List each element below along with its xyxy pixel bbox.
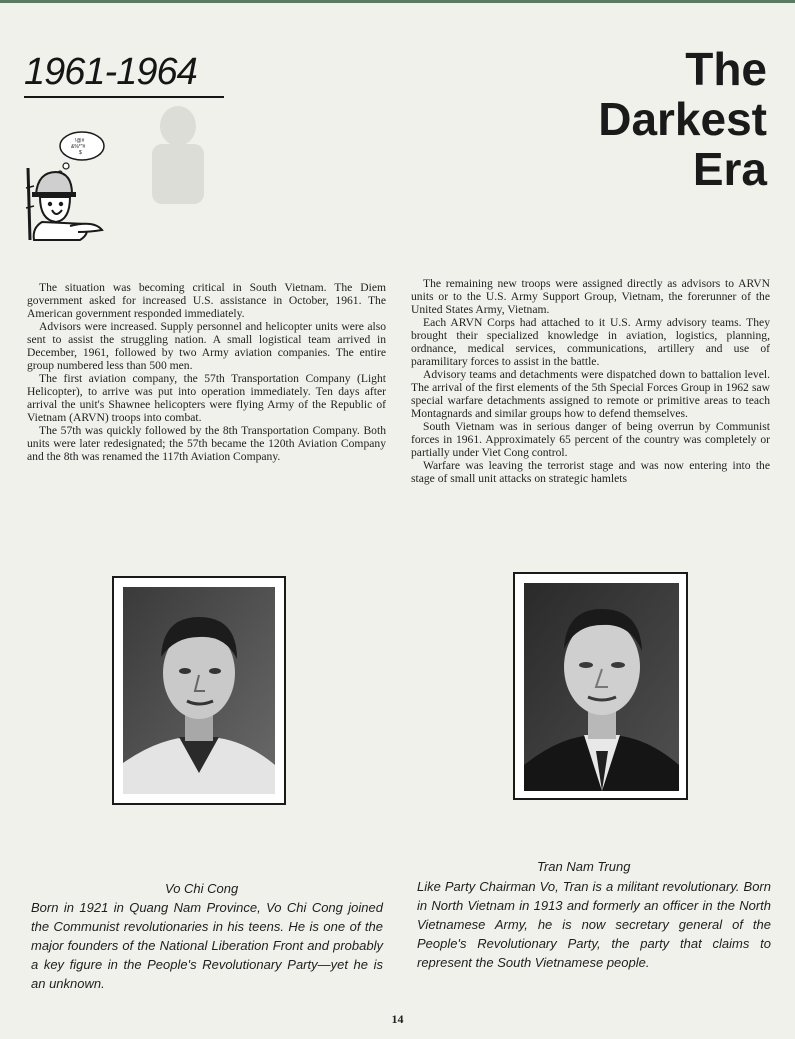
portrait-caption-vo-chi-cong: Born in 1921 in Quang Nam Province, Vo Chi Cong joined the Communist revolutionaries in his teens. He is one of the major founders of the National Liberation Front and probably a key figure in the People's Revolutionary Party—yet he is an unknown. — [31, 900, 383, 991]
title-line-3: Era — [692, 143, 767, 195]
left-paragraph: The 57th was quickly followed by the 8th Transportation Company. Both units were later redesignated; the 57th became the 120th Aviation Company and the 8th was renamed the 117th Aviation Company. — [27, 424, 386, 463]
left-paragraph: Advisors were increased. Supply personnel and helicopter units were also sent to assist the struggling nation. A small logistical team arrived in December, 1961, followed by two Army aviation companies. The entire group numbered less than 500 men. — [27, 320, 386, 372]
svg-text:!@#: !@# — [75, 138, 85, 144]
right-paragraph: The remaining new troops were assigned directly as advisors to ARVN units or to the U.S. Army Support Group, Vietnam, the forerunner of the United States Army, Vietnam. — [411, 277, 770, 316]
portrait-photo-icon — [524, 583, 679, 791]
page-number: 14 — [391, 1012, 404, 1026]
page-title — [467, 44, 767, 194]
right-paragraph: Advisory teams and detachments were dispatched down to battalion level. The arrival of the first elements of the 5th Special Forces Group in 1962 saw special warfare detachments assigned to remote or primitive areas to teach Montagnards and similar groups how to defend themselves. — [411, 368, 770, 420]
portrait-name-tran-nam-trung: Tran Nam Trung — [537, 859, 631, 874]
page-top-edge — [0, 0, 795, 3]
portrait-vo-chi-cong — [112, 576, 286, 805]
right-paragraph: Each ARVN Corps had attached to it U.S. Army advisory teams. They brought their specialized knowledge in aviation, logistics, planning, ordnance, medical services, communications, artillery and use of paramilitary forces to assist in the battle. — [411, 316, 770, 368]
left-text-column — [27, 281, 386, 463]
svg-text:&%*"#: &%*"# — [71, 144, 86, 150]
era-heading: 1961-1964 — [24, 50, 224, 98]
portrait-tran-nam-trung — [513, 572, 688, 800]
portrait-photo-icon — [123, 587, 275, 794]
soldier-cartoon-icon — [24, 128, 106, 242]
right-paragraph: South Vietnam was in serious danger of being overrun by Communist forces in 1961. Approximately 65 percent of the country was completely or partially under Viet Cong control. — [411, 420, 770, 459]
left-paragraph: The first aviation company, the 57th Transportation Company (Light Helicopter), to arrive was put into operation immediately. Ten days after arrival the unit's Shawnee helicopters were flying Army of the Republic of Vietnam (ARVN) troops into combat. — [27, 372, 386, 424]
show-through-figure-icon — [138, 104, 218, 224]
title-line-1: The — [685, 43, 767, 95]
title-line-2: Darkest — [598, 93, 767, 145]
right-paragraph: Warfare was leaving the terrorist stage and was now entering into the stage of small unit attacks on strategic hamlets — [411, 459, 770, 485]
portrait-name-vo-chi-cong: Vo Chi Cong — [165, 881, 239, 896]
right-text-column — [411, 277, 770, 485]
svg-text:$: $ — [79, 150, 82, 156]
left-paragraph: The situation was becoming critical in South Vietnam. The Diem government asked for increased U.S. assistance in October, 1961. The American government responded immediately. — [27, 281, 386, 320]
portrait-caption-tran-nam-trung: Like Party Chairman Vo, Tran is a militant revolutionary. Born in North Vietnam in 1913 and formerly an officer in the North Vietnamese Army, he is now secretary general of the People's Revolutionary Party, the party that claims to represent the South Vietnamese people. — [417, 879, 771, 970]
